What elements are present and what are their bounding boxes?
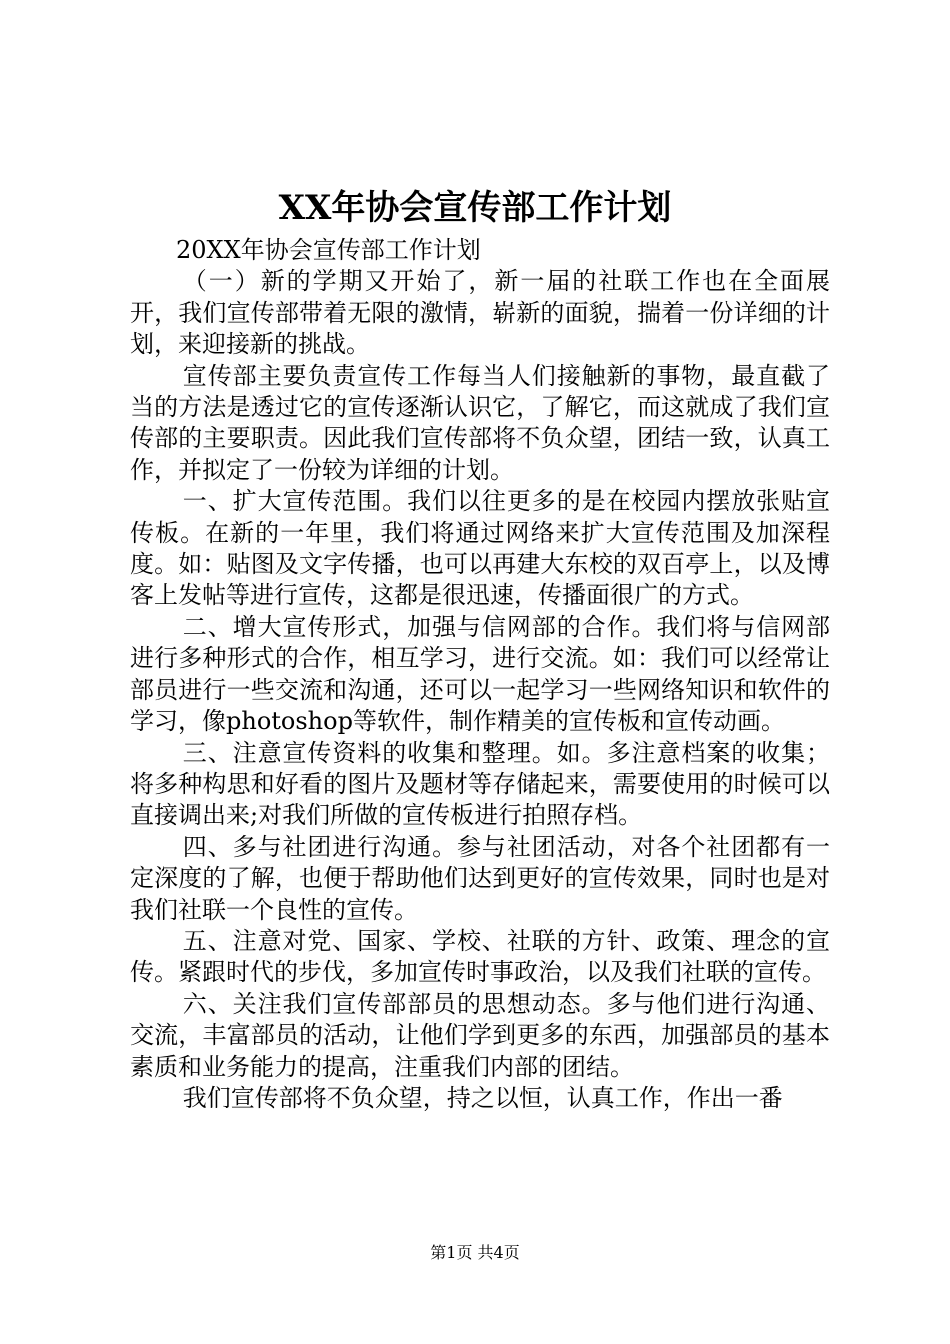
paragraph-item-5: 五、注意对党、国家、学校、社联的方针、政策、理念的宣传。紧跟时代的步伐，多加宣传时事政治，以及我们社联的宣传。: [130, 926, 830, 987]
page-number-footer: 第1页 共4页: [430, 1243, 520, 1262]
paragraph-responsibility: 宣传部主要负责宣传工作每当人们接触新的事物，最直截了当的方法是透过它的宣传逐渐认识它，了解它，而这就成了我们宣传部的主要职责。因此我们宣传部将不负众望，团结一致，认真工作，并拟定了一份较为详细的计划。: [130, 361, 830, 484]
document-body: [130, 235, 830, 1114]
paragraph-item-4: 四、多与社团进行沟通。参与社团活动，对各个社团都有一定深度的了解，也便于帮助他们达到更好的宣传效果，同时也是对我们社联一个良性的宣传。: [130, 832, 830, 924]
paragraph-intro: （一）新的学期又开始了，新一届的社联工作也在全面展开，我们宣传部带着无限的激情，崭新的面貌，揣着一份详细的计划，来迎接新的挑战。: [130, 267, 830, 359]
document-title: XX年协会宣传部工作计划: [278, 188, 672, 228]
paragraph-closing: 我们宣传部将不负众望，持之以恒，认真工作，作出一番: [182, 1083, 783, 1112]
document-subtitle: 20XX年协会宣传部工作计划: [176, 236, 481, 264]
paragraph-item-2: 二、增大宣传形式，加强与信网部的合作。我们将与信网部进行多种形式的合作，相互学习，进行交流。如：我们可以经常让部员进行一些交流和沟通，还可以一起学习一些网络知识和软件的学习，像photoshop等软件，制作精美的宣传板和宣传动画。: [130, 612, 830, 736]
paragraph-item-3: 三、注意宣传资料的收集和整理。如。多注意档案的收集；将多种构思和好看的图片及题材等存储起来，需要使用的时候可以直接调出来;对我们所做的宣传板进行拍照存档。: [130, 738, 830, 830]
paragraph-item-1: 一、扩大宣传范围。我们以往更多的是在校园内摆放张贴宣传板。在新的一年里，我们将通过网络来扩大宣传范围及加深程度。如：贴图及文字传播，也可以再建大东校的双百亭上，以及博客上发帖等进行宣传，这都是很迅速，传播面很广的方式。: [130, 487, 830, 610]
paragraph-item-6: 六、关注我们宣传部部员的思想动态。多与他们进行沟通、交流，丰富部员的活动，让他们学到更多的东西，加强部员的基本素质和业务能力的提高，注重我们内部的团结。: [130, 989, 830, 1081]
